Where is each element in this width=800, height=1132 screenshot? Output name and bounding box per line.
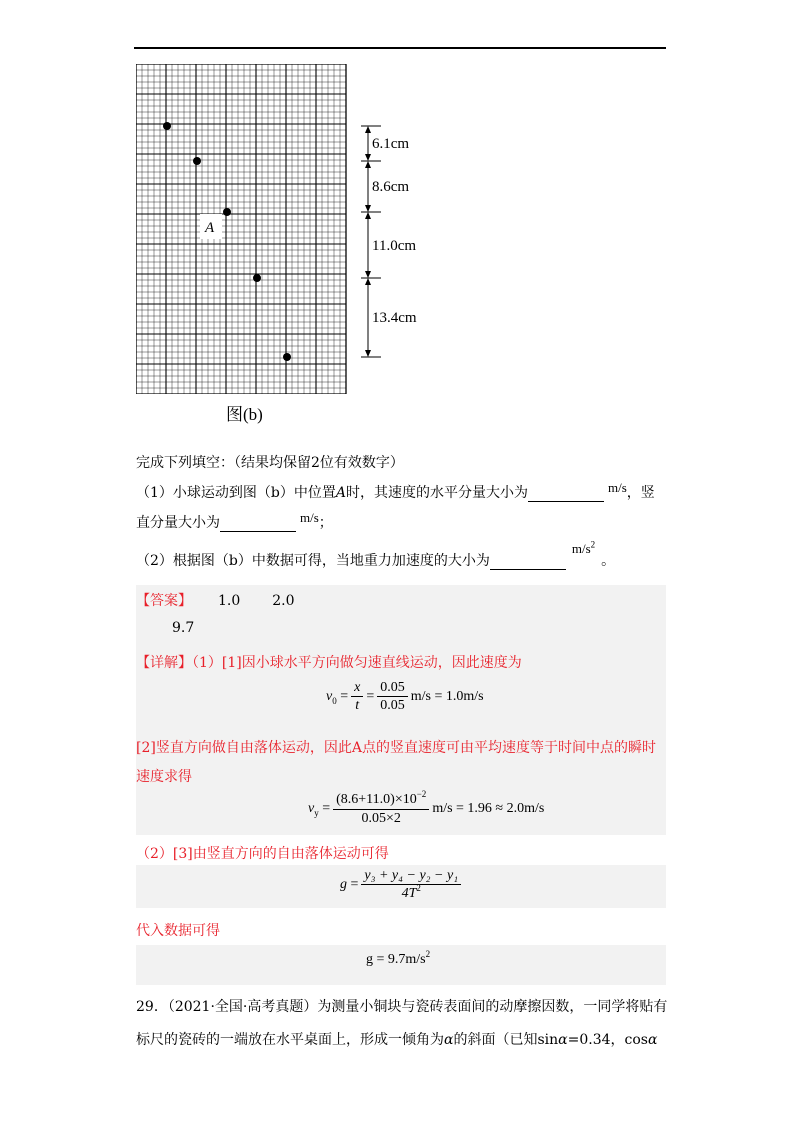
grid-border bbox=[136, 64, 346, 394]
ball-point bbox=[163, 122, 171, 130]
q1-mid: 时，其速度的水平分量大小为 bbox=[346, 485, 528, 501]
solution-part-1 bbox=[136, 652, 522, 672]
solution-part-2-line-1: [2]竖直方向做自由落体运动，因此A点的竖直速度可由平均速度等于时间中点的瞬时 bbox=[136, 740, 656, 756]
interval-label: 6.1cm bbox=[372, 136, 410, 152]
q1-prefix: （1）小球运动到图（b）中位置 bbox=[136, 485, 336, 501]
solution-text: （1）[1]因小球水平方向做匀速直线运动，因此速度为 bbox=[192, 655, 522, 671]
fraction: $\frac{0.05}{0.05}$ bbox=[377, 680, 408, 713]
answer-blank[interactable] bbox=[220, 515, 296, 532]
alpha-symbol: α bbox=[558, 1032, 568, 1048]
q1-line2: 直分量大小为 bbox=[136, 515, 220, 531]
question-intro: 完成下列填空：（结果均保留2位有效数字） bbox=[136, 455, 404, 471]
solution-part-3: （2）[3]由竖直方向的自由落体运动可得 bbox=[136, 846, 389, 862]
formula-v0: v 0 = $\frac{x}{t}$ = $\frac{0.05}{0.05}$ m/s = 1.0m/s bbox=[326, 680, 484, 713]
q2-end: 。 bbox=[601, 553, 616, 569]
solution-label: 【详解】 bbox=[136, 655, 192, 671]
question-2 bbox=[136, 539, 616, 570]
fraction: $\frac{(8.6+11.0)\times 10^{-2}}{0.05\times 2}$ bbox=[333, 792, 429, 826]
interval-label: 8.6cm bbox=[372, 179, 410, 195]
answer-label: 【答案】 bbox=[136, 593, 192, 609]
q2-text: （2）根据图（b）中数据可得，当地重力加速度的大小为 bbox=[136, 553, 490, 569]
ball-point bbox=[283, 353, 291, 361]
q1-end: ； bbox=[318, 515, 333, 531]
fraction: $\frac{\text{y₃ + y₄ − y₂ − y₁}}{4T^2}$ bbox=[361, 868, 461, 902]
question-1-line-1 bbox=[136, 482, 655, 502]
answer-value: 9.7 bbox=[172, 620, 195, 636]
solution-part-4: 代入数据可得 bbox=[136, 923, 220, 939]
grid-lines bbox=[136, 64, 346, 394]
formula-g: g = $\frac{\text{y₃ + y₄ − y₂ − y₁}}{4T^2}$ bbox=[340, 868, 464, 902]
unit-ms: m/s bbox=[608, 480, 627, 495]
interval-label: 11.0cm bbox=[372, 238, 417, 254]
formula-vy: v y = $\frac{(8.6+11.0)\times 10^{-2}}{0.05\times 2}$ m/s = 1.96 ≈ 2.0m/s bbox=[308, 789, 545, 826]
answer-blank[interactable] bbox=[528, 485, 604, 502]
next-question-line-2: 标尺的瓷砖的一端放在水平桌面上，形成一倾角为α的斜面（已知sinα=0.34，cosα bbox=[136, 1032, 658, 1048]
formula-g-value: g = 9.7m/s 2 bbox=[366, 949, 431, 967]
ball-point bbox=[223, 208, 231, 216]
alpha-symbol: α bbox=[444, 1032, 454, 1048]
unit-ms: m/s bbox=[300, 510, 319, 525]
interval-label: 13.4cm bbox=[372, 310, 417, 326]
answer-value: 1.0 bbox=[218, 593, 241, 609]
solution-part-2-line-2: 速度求得 bbox=[136, 769, 192, 785]
grid-figure bbox=[136, 64, 436, 394]
answer-value: 2.0 bbox=[272, 593, 295, 609]
fraction: $\frac{x}{t}$ bbox=[351, 680, 363, 713]
top-rule bbox=[134, 47, 666, 49]
q1-var: A bbox=[335, 485, 346, 501]
question-1-line-2 bbox=[136, 512, 333, 532]
answer-blank[interactable] bbox=[490, 553, 566, 570]
point-label-a: A bbox=[205, 220, 215, 236]
answer-line bbox=[136, 590, 295, 610]
figure-caption: 图(b) bbox=[226, 405, 263, 424]
alpha-symbol: α bbox=[647, 1032, 658, 1048]
next-question-line-1: 29．（2021·全国·高考真题）为测量小铜块与瓷砖表面间的动摩擦因数，一同学将贴有 bbox=[136, 999, 668, 1015]
ball-point bbox=[253, 274, 261, 282]
q1-tail: ，竖 bbox=[626, 485, 655, 501]
ball-point bbox=[193, 157, 201, 165]
unit-ms2: $m/s^2$ bbox=[571, 539, 596, 556]
